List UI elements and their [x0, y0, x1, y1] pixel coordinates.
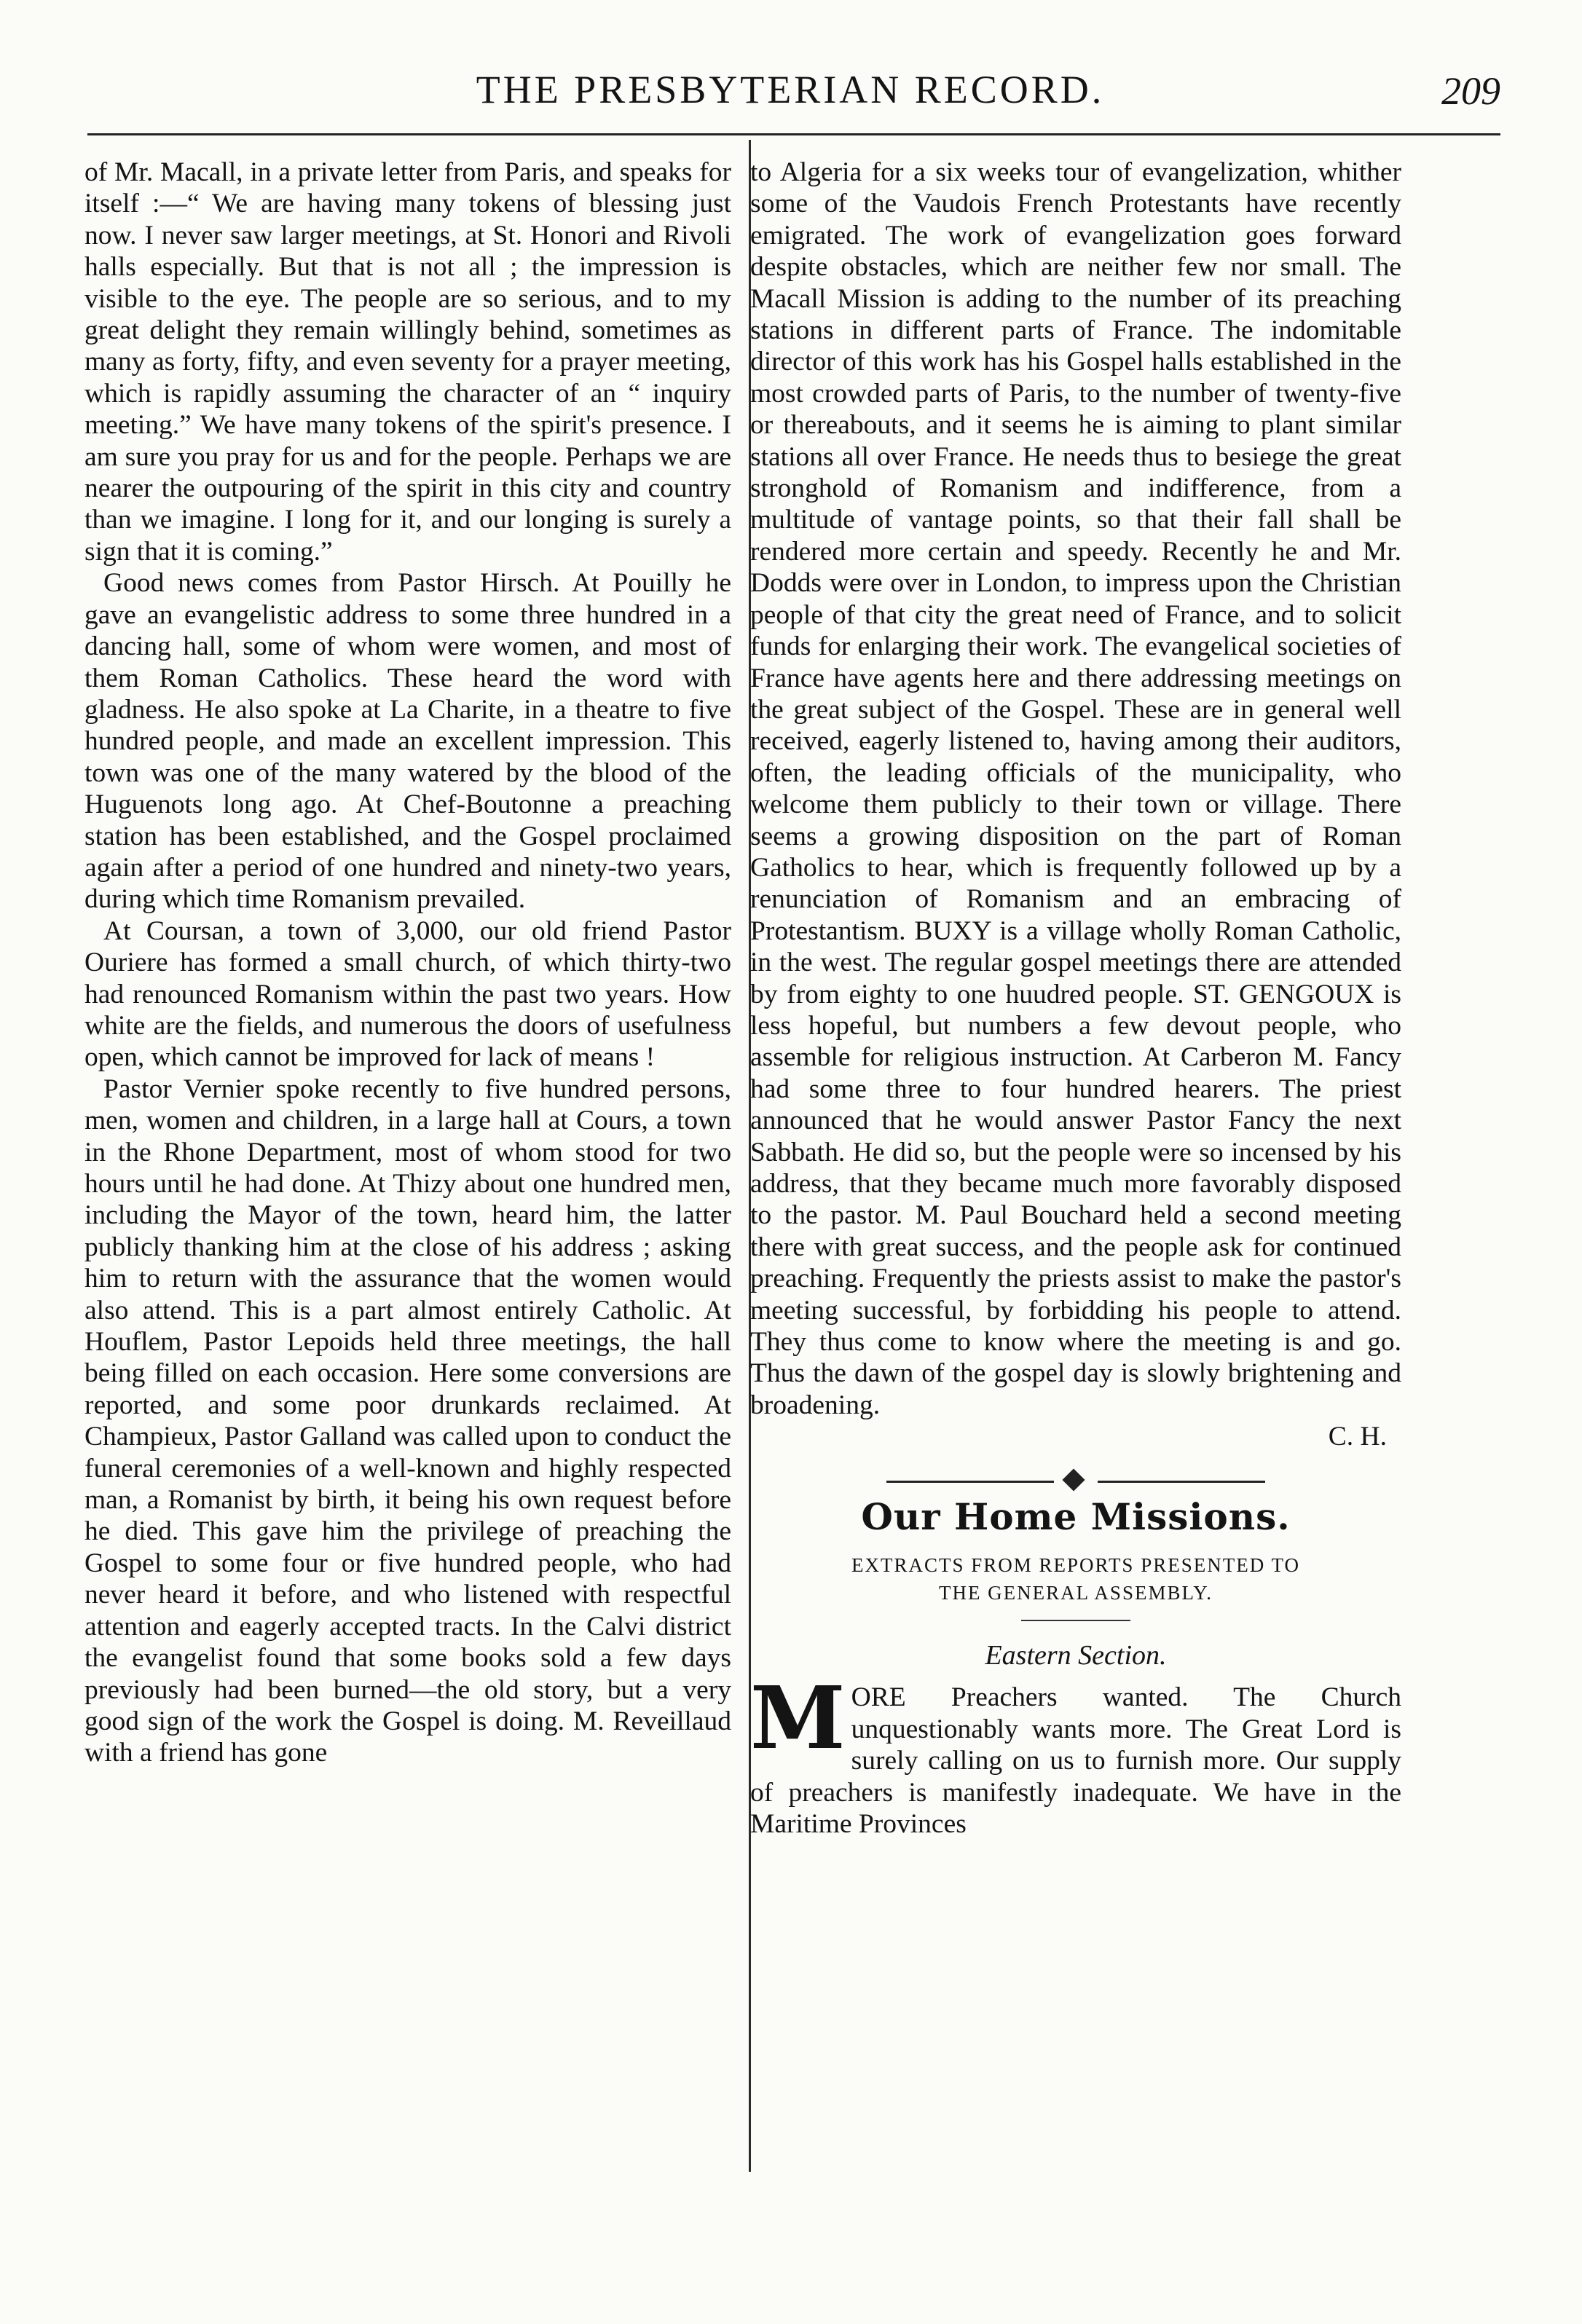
header-rule	[87, 133, 1500, 135]
drop-cap: M	[750, 1667, 846, 1769]
paragraph-coursan: At Coursan, a town of 3,000, our old friend Pastor Ouriere has formed a small church, of which thirty-two had renounced Romanism within the past two years. How white are the fields, and numerous the doors of usefulness open, which cannot be improved for lack of means !	[84, 915, 731, 1073]
section-heading: Our Home Missions.	[861, 1494, 1291, 1538]
right-column	[750, 157, 1401, 1840]
extract-line-1: EXTRACTS FROM REPORTS PRESENTED TO	[851, 1554, 1300, 1577]
section-ornament	[886, 1468, 1265, 1497]
left-column	[84, 157, 731, 1769]
paragraph-hirsch: Good news comes from Pastor Hirsch. At Pouilly he gave an evangelistic address to some three hundred in a dancing hall, some of whom were women, and most of them Roman Catholics. These heard the word with gladness. He also spoke at La Charite, in a theatre to five hundred people, and made an excellent impression. This town was one of the many watered by the blood of the Huguenots long ago. At Chef-Boutonne a preaching station has been established, and the Gospel proclaimed again after a period of one hundred and ninety-two years, during which time Romanism prevailed.	[84, 568, 731, 915]
page-header	[0, 67, 1582, 125]
paragraph-algeria: to Algeria for a six weeks tour of evangelization, whither some of the Vaudois French Protestants have recently emigrated. The work of evangelization goes forward despite obstacles, which are neither few nor small. The Macall Mission is adding to the number of its preaching stations in different parts of France. The indomitable director of this work has his Gospel halls established in the most crowded parts of Paris, to the number of twenty-five or thereabouts, and it seems he is aiming to plant similar stations all over France. He needs thus to besiege the great stronghold of Romanism and indifference, from a multitude of vantage points, so that their fall shall be rendered more certain and speedy. Recently he and Mr. Dodds were over in London, to impress upon the Christian people of that city the great need of France, and to solicit funds for enlarging their work. The evangelical societies of France have agents here and there addressing meetings on the great subject of the Gospel. These are in general well received, eagerly listened to, having among their auditors, often, the leading officials of the municipality, who welcome them publicly to their town or village. There seems a growing disposition on the part of Roman Gatholics to hear, which is frequently followed up by a renunciation of Romanism and an embracing of Protestantism. BUXY is a village wholly Roman Catholic, in the west. The regular gospel meetings there are attended by from eighty to one huudred people. ST. GENGOUX is less hopeful, but numbers a few devout people, who assemble for religious instruction. At Carberon M. Fancy had some three to four hundred hearers. The priest announced that he would answer Pastor Fancy the next Sabbath. He did so, but the people were so incensed by his address, that they became much more favorably disposed to the pastor. M. Paul Bouchard held a second meeting there with great success, and the people ask for continued preaching. Frequently the priests assist to make the pastor's meeting successful, by forbidding his people to attend. They thus come to know where the meeting is and go. Thus the dawn of the gospel day is slowly brightening and broadening.	[750, 157, 1401, 1420]
paragraph-vernier: Pastor Vernier spoke recently to five hundred persons, men, women and children, in a large hall at Cours, a town in the Rhone Department, most of whom stood for two hours until he had done. At Thizy about one hundred men, including the Mayor of the town, heard him, the latter publicly thanking him at the close of his address ; asking him to return with the assurance that the women would also attend. This is a part almost entirely Catholic. At Houflem, Pastor Lepoids held three meetings, the hall being filled on each occasion. Here some conversions are reported, and some poor drunkards reclaimed. At Champieux, Pastor Galland was called upon to conduct the funeral ceremonies of a well-known and highly respected man, a Romanist by birth, it being his own request before he died. This gave him the privilege of preaching the Gospel to some four or five hundred people, who had never heard it before, and who listened with respectful attention and eagerly accepted tracts. In the Calvi district the evangelist found that some books sold a few days previously had been burned—the old story, but a very good sign of the work the Gospel is doing. M. Reveillaud with a friend has gone	[84, 1074, 731, 1768]
author-initials: C. H.	[1328, 1422, 1387, 1452]
page-number: 209	[1441, 69, 1500, 113]
paragraph-more-preachers	[750, 1667, 1401, 1840]
subsection-title: Eastern Section.	[985, 1640, 1167, 1671]
extract-line-2: THE GENERAL ASSEMBLY.	[938, 1582, 1213, 1604]
paragraph-more-preachers-text: ORE Preachers wanted. The Church unquestionably wants more. The Great Lord is surely calling on us to furnish more. Our supply of preachers is manifestly inadequate. We have in the Maritime Provinces	[750, 1682, 1401, 1840]
running-title: THE PRESBYTERIAN RECORD.	[476, 68, 1105, 111]
paragraph-macall-letter: of Mr. Macall, in a private letter from Paris, and speaks for itself :—“ We are having many tokens of blessing just now. I never saw larger meetings, at St. Honori and Rivoli halls especially. But that is not all ; the impression is visible to the eye. The people are so serious, and to my great delight they remain willingly behind, sometimes as many as forty, fifty, and even seventy for a prayer meeting, which is rapidly assuming the character of an “ inquiry meeting.” We have many tokens of the spirit's presence. I am sure you pray for us and for the people. Perhaps we are nearer the outpouring of the spirit in this city and country than we imagine. I long for it, and our longing is surely a sign that it is coming.”	[84, 157, 731, 567]
short-rule	[1021, 1620, 1130, 1621]
extract-heading	[750, 1551, 1401, 1607]
